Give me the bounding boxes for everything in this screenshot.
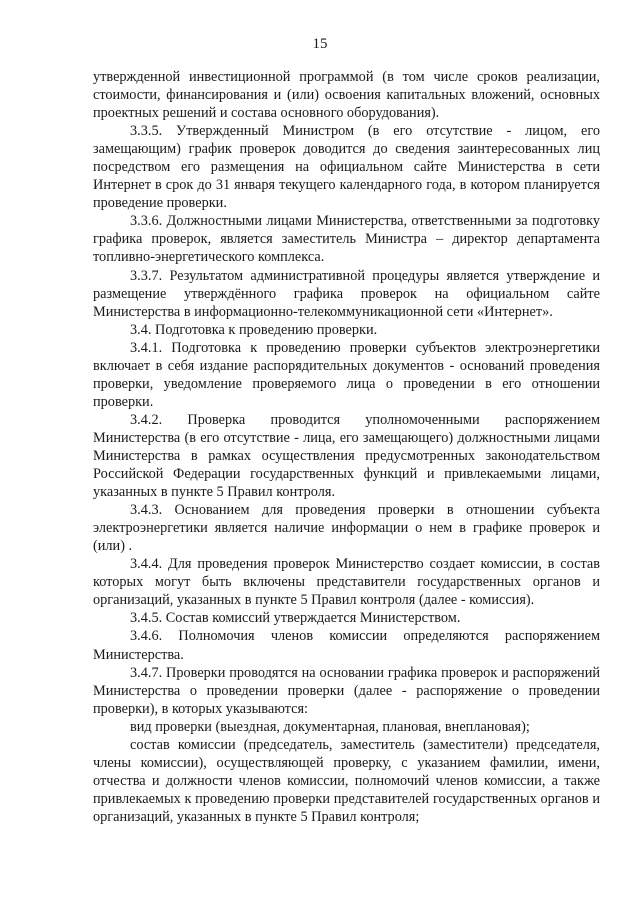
paragraph-3-4-3: 3.4.3. Основанием для проведения проверки в отношении субъекта электроэнергетики является наличие информации о нем в графике проверок и (или) . <box>93 502 600 555</box>
paragraph-3-4-5: 3.4.5. Состав комиссий утверждается Министерством. <box>130 610 461 627</box>
paragraph-3-4-2: 3.4.2. Проверка проводится уполномоченными распоряжением Министерства (в его отсутствие - лица, его замещающего) должностными лицами Министерства в рамках осуществления предусмотренных законодательством Российской Федерации государственных функций и привлекаемыми лицами, указанных в пункте 5 Правил контроля. <box>93 411 600 501</box>
paragraph-3-4: 3.4. Подготовка к проведению проверки. <box>130 321 378 338</box>
list-item-commission-composition: состав комиссии (председатель, заместитель (заместители) председателя, члены комиссии), осуществляющей проверку, с указанием фамилии, имени, отчества и должности членов комиссии, полномочий членов комиссии, а также привлекаемых к проведению проверки представителей государственных органов и организаций, указанных в пункте 5 Правил контроля; <box>93 736 600 825</box>
list-item-inspection-type: вид проверки (выездная, документарная, плановая, внеплановая); <box>130 718 530 735</box>
paragraph-3-3-5: 3.3.5. Утвержденный Министром (в его отсутствие - лицом, его замещающим) график проверок доводится до сведения заинтересованных лиц посредством его размещения на официальном сайте Министерства в сети Интернет в срок до 31 января текущего календарного года, в котором планируется проведение проверки. <box>93 123 600 212</box>
document-body <box>93 68 600 826</box>
paragraph-3-3-6: 3.3.6. Должностными лицами Министерства, ответственными за подготовку графика проверок, является заместитель Министра – директор департамента топливно-энергетического комплекса. <box>93 213 600 266</box>
paragraph-continuation: утвержденной инвестиционной программой (в том числе сроков реализации, стоимости, финансирования и (или) освоения капитальных вложений, основных проектных решений и состава основного оборудования). <box>93 69 600 122</box>
paragraph-3-4-1: 3.4.1. Подготовка к проведению проверки субъектов электроэнергетики включает в себя издание распорядительных документов - оснований проведения проверки, уведомление проверяемого лица о проведении в его отношении проверки. <box>93 339 600 410</box>
paragraph-3-4-6: 3.4.6. Полномочия членов комиссии определяются распоряжением Министерства. <box>93 628 600 663</box>
paragraph-3-4-4: 3.4.4. Для проведения проверок Министерство создает комиссии, в состав которых могут быть включены представители государственных органов и организаций, указанных в пункте 5 Правил контроля (далее - комиссия). <box>93 556 600 609</box>
paragraph-3-4-7: 3.4.7. Проверки проводятся на основании графика проверок и распоряжений Министерства о проведении проверки (далее - распоряжение о проведении проверки), в которых указываются: <box>93 664 600 717</box>
paragraph-3-3-7: 3.3.7. Результатом административной процедуры является утверждение и размещение утверждённого графика проверок на официальном сайте Министерства в информационно-телекоммуникационной сети «Интернет». <box>93 267 600 320</box>
page-number: 15 <box>312 36 328 52</box>
